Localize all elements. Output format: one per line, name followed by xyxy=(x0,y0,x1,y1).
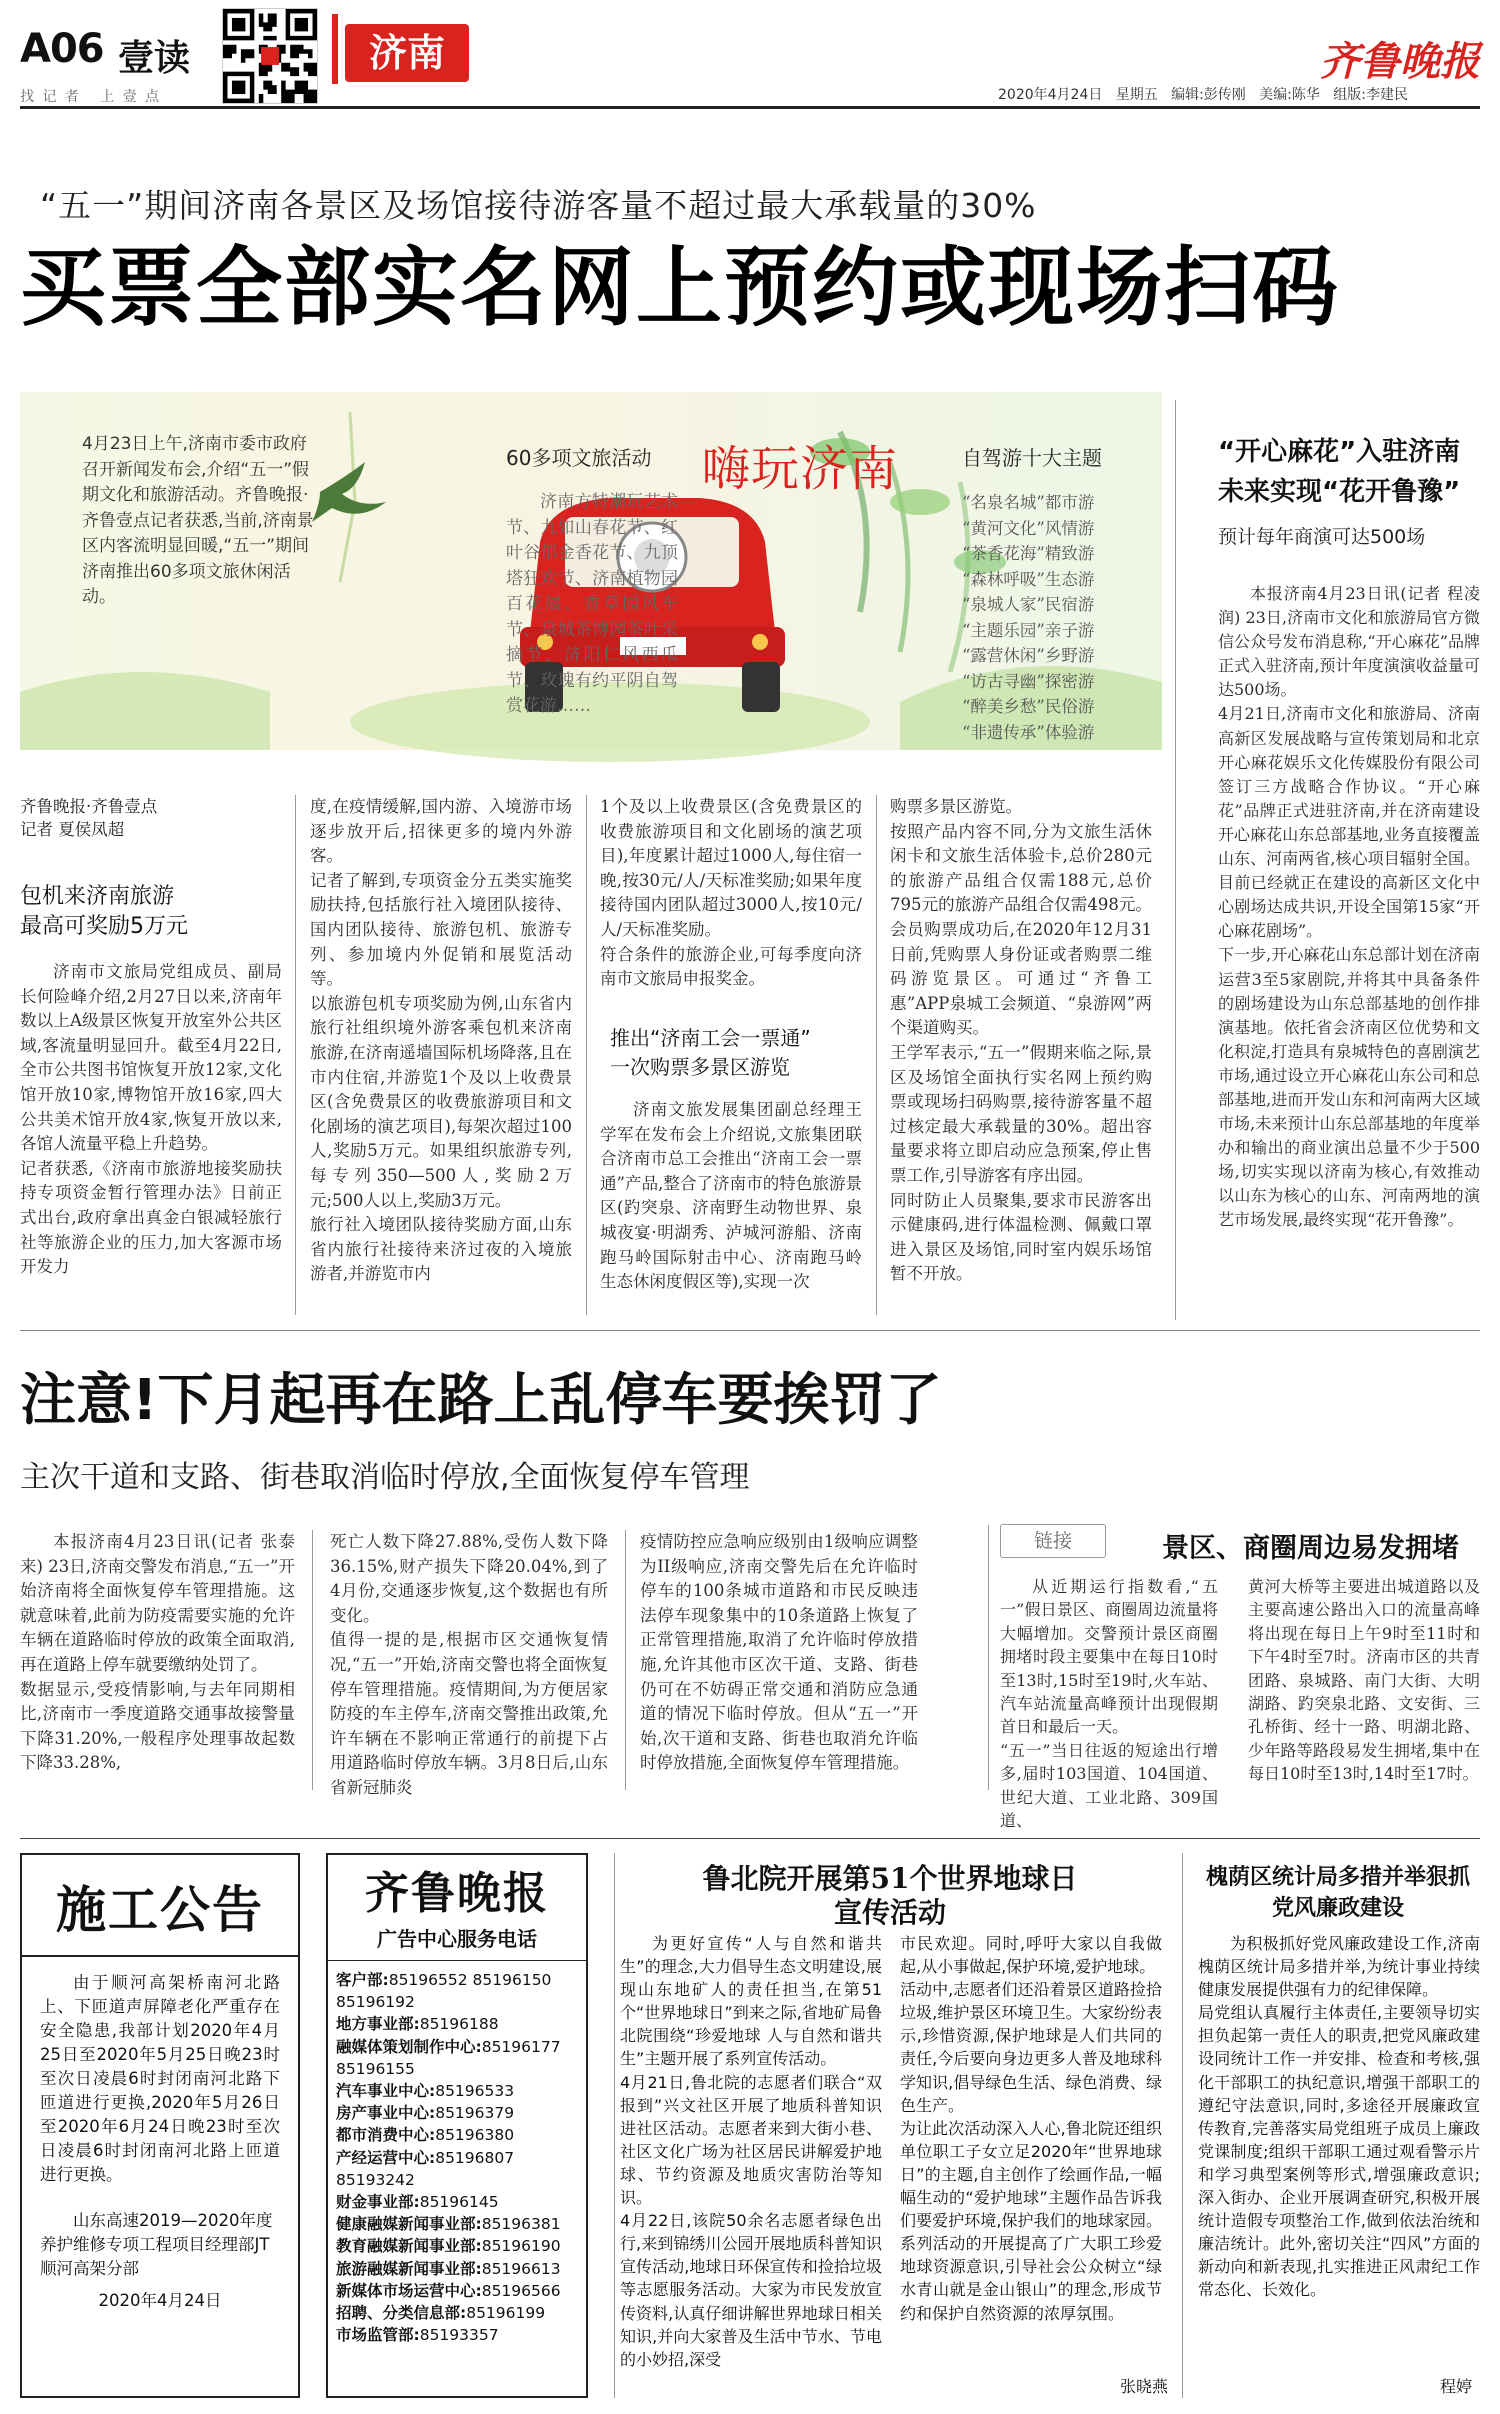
ad-row-phone: 85196381 xyxy=(481,2215,561,2234)
story5-col2: 市民欢迎。同时,呼吁大家以自我做起,从小事做起,保护环境,爱护地球。 活动中,志愿者们还沿着景区道路捡拾垃圾,维护景区环境卫生。大家纷纷表示,珍惜资源,保护地球是人们共同的责任,今后要向身边更多人普及地球科学知识,倡导绿色生活、绿色消费、绿色生产。 为让此次活动深入人心,鲁北院还组织单位职工子女立足2020年“世界地球日”的主题,自主创作了绘画作品,一幅幅生动的“爱护地球”主题作品告诉我们要爱护环境,保护我们的地球家园。系列活动的开展提高了广大职工珍爱地球资源意识,引导社会公众树立“绿水青山就是金山银山”的理念,形成节约和保护自然资源的浓厚氛围。 xyxy=(900,1934,1162,2323)
ad-row-phone: 85196190 xyxy=(481,2237,561,2256)
ad-row-phone: 85196199 xyxy=(466,2304,546,2323)
ad-row-phone: 85196379 xyxy=(435,2104,515,2123)
ad-row xyxy=(336,2036,578,2080)
byline-outlet: 齐鲁晚报·齐鲁壹点 xyxy=(20,797,158,816)
col-divider xyxy=(988,1525,989,1790)
link-tag xyxy=(1000,1524,1106,1558)
ad-row-label: 市场监管部: xyxy=(336,2326,420,2345)
ad-list xyxy=(336,1969,578,2346)
story3-headline: 注意!下月起再在路上乱停车要挨罚了 xyxy=(20,1368,942,1433)
banner-col1-text: 济南方特潮玩艺术节、九如山春花节、红叶谷郁金香花节、九顶塔狂欢节、济南植物园百花展、香草园风车节、泉城茶博园茶叶采摘节、济阳仁风西瓜节、玫瑰有约平阴自驾赏花游…… xyxy=(506,492,678,716)
story1-col1: 济南市文旅局党组成员、副局长何险峰介绍,2月27日以来,济南年数以上A级景区恢复开放室外公共区域,客流量明显回升。截至4月22日,全市公共图书馆恢复开放12家,文化馆开放10家,博物馆开放16家,四大公共美术馆开放4家,恢复开放以来,各馆人流量平稳上升趋势。 记者获悉,《济南市旅游地接奖励扶持专项资金暂行管理办法》日前正式出台,政府拿出真金白银减轻旅行社等旅游企业的压力,加大客源市场开发力 xyxy=(20,962,282,1277)
masthead-rule xyxy=(20,106,1480,109)
ad-row-label: 新媒体市场运营中心: xyxy=(336,2281,482,2300)
theme-item: “泉城人家”民宿游 xyxy=(962,595,1095,614)
story5-author: 张晓燕 xyxy=(1120,2377,1169,2396)
ad-row-label: 财金事业部: xyxy=(336,2193,420,2212)
issue-date: 2020年4月24日 xyxy=(998,87,1103,103)
ad-row-label: 产经运营中心: xyxy=(336,2148,436,2167)
ad-row-label: 都市消费中心: xyxy=(336,2126,436,2145)
theme-item: “醉美乡愁”民俗游 xyxy=(962,697,1095,716)
notice-body: 由于顺河高架桥南河北路上、下匝道声屏障老化严重存在安全隐患,我部计划2020年4月25日至2020年5月25日晚23时至次日凌晨6时封闭南河北路下匝道进行更换,2020年5月26日至2020年6月24日晚23时至次日凌晨6时封闭南河北路上匝道进行更换。 xyxy=(40,1973,280,2184)
ad-row-phone: 85196533 xyxy=(435,2082,515,2101)
ad-row xyxy=(336,2147,578,2191)
tagline: 找 记 者 上 壹 点 xyxy=(20,89,162,105)
story6-body: 为积极抓好党风廉政建设工作,济南槐荫区统计局多措并举,为统计事业持续健康发展提供强有力的纪律保障。 局党组认真履行主体责任,主要领导切实担负起第一责任人的职责,把党风廉政建设同统计工作一并安排、检查和考核,强化干部职工的执纪意识,增强干部职工的遵纪守法意识,同时,多途径开展廉政宣传教育,完善落实局党组班子成员上廉政党课制度;组织干部职工通过观看警示片和学习典型案例等形式,增强廉政意识;深入街办、企业开展调查研究,积极开展统计造假专项整治工作,做到依法治统和廉洁统计。此外,密切关注“四风”方面的新动向和新表现,扎实推进正风肃纪工作常态化、长效化。 xyxy=(1198,1934,1480,2300)
theme-item: “主题乐园”亲子游 xyxy=(962,620,1095,640)
link-tag-label: 链接 xyxy=(1033,1530,1072,1552)
story1-byline xyxy=(20,795,290,841)
story1-col3b: 济南文旅发展集团副总经理王学军在发布会上介绍说,文旅集团联合济南市总工会推出“济南工会一票通”产品,整合了济南市的特色旅游景区(趵突泉、济南野生动物世界、泉城夜宴·明湖秀、泸城河游船、济南跑马岭国际射击中心、济南跑马岭生态休闲度假区等),实现一次 xyxy=(600,1100,862,1292)
col-divider xyxy=(625,1530,626,1790)
ad-row xyxy=(336,2324,578,2346)
story4-headline: 景区、商圈周边易发拥堵 xyxy=(1162,1533,1459,1564)
ad-row xyxy=(336,2191,578,2213)
banner-col1-title: 60多项文旅活动 xyxy=(506,446,652,470)
ad-row-phone: 85196188 xyxy=(419,2015,499,2034)
story1-col4: 购票多景区游览。 按照产品内容不同,分为文旅生活休闲卡和文旅生活体验卡,总价280元的旅游产品组合仅需188元,总价795元的旅游产品组合仅需498元。会员购票成功后,在2020年12月31日前,凭购票人身份证或者购票二维码游览景区。可通过“齐鲁工惠”APP泉城工会频道、“泉游网”两个渠道购买。 王学军表示,“五一”假期来临之际,景区及场馆全面执行实名网上预约购票或现场扫码购票,接待游客量不超过核定最大承载量的30%。超出容量要求将立即启动应急预案,停止售票工作,引导游客有序出园。 同时防止人员聚集,要求市民游客出示健康码,进行体温检测、佩戴口罩进入景区及场馆,同时室内娱乐场馆暂不开放。 xyxy=(890,797,1152,1284)
ad-row-label: 地方事业部: xyxy=(336,2015,420,2034)
story1-headline: 买票全部实名网上预约或现场扫码 xyxy=(20,238,1340,338)
col-divider xyxy=(876,795,877,1315)
ad-row-phone: 85196177 85196155 xyxy=(336,2037,561,2078)
ad-row xyxy=(336,2302,578,2324)
ad-row-label: 招聘、分类信息部: xyxy=(336,2304,467,2323)
theme-item: “露营休闲”乡野游 xyxy=(962,646,1095,665)
ad-row xyxy=(336,2258,578,2280)
designer: 美编:陈华 xyxy=(1259,87,1320,103)
ad-row xyxy=(336,2213,578,2235)
story2-body: 本报济南4月23日讯(记者 程凌润) 23日,济南市文化和旅游局官方微信公众号发布消息称,“开心麻花”品牌正式入驻济南,预计年度演演收益量可达500场。 4月21日,济南市文化和旅游局、济南高新区发展战略与宣传策划局和北京开心麻花娱乐文化传媒股份有限公司签订三方战略合作协议。“开心麻花”品牌正式进驻济南,并在济南建设开心麻花山东总部基地,业务直接覆盖山东、河南两省,核心项目辐射全国。目前已经就正在建设的高新区文化中心剧场达成共识,开设全国第15家“开心麻花剧场”。 下一步,开心麻花山东总部计划在济南运营3至5家剧院,并将其中具备条件的剧场建设为山东总部基地的创作排演基地。依托省会济南区位优势和文化积淀,打造具有泉城特色的喜剧演艺市场,通过设立开心麻花山东公司和总部基地,进而开发山东和河南两大区域市场,未来预计山东总部基地的年度举办和输出的商业演出总量不少于500场,切实实现以济南为核心,有效推动以山东为核心的山东、河南两地的演艺市场发展,最终实现“花开鲁豫”。 xyxy=(1218,584,1480,1230)
ad-row-phone: 85196566 xyxy=(481,2281,561,2300)
editor: 编辑:彭传刚 xyxy=(1171,87,1246,103)
notice-title: 施工公告 xyxy=(56,1881,264,1939)
section-accent-bar xyxy=(332,14,338,84)
notice-signer: 山东高速2019—2020年度养护维修专项工程项目经理部JT顺河高架分部 xyxy=(40,2211,273,2278)
section-rule xyxy=(20,1330,1480,1331)
story1-subhead-2: 推出“济南工会一票通” 一次购票多景区游览 xyxy=(610,1026,811,1079)
story2-headline: “开心麻花”入驻济南 未来实现“花开鲁豫” xyxy=(1218,437,1461,507)
masthead-brand: 齐鲁晚报 xyxy=(1320,38,1480,85)
ad-row-label: 房产事业中心: xyxy=(336,2104,436,2123)
ad-row-phone: 85196613 xyxy=(481,2259,561,2278)
ad-row xyxy=(336,2280,578,2302)
ad-row-phone: 85196552 85196150 85196192 xyxy=(336,1971,552,2012)
ad-row xyxy=(336,2080,578,2102)
col-divider xyxy=(1182,1853,1183,2398)
story3-col2: 死亡人数下降27.88%,受伤人数下降36.15%,财产损失下降20.04%,到了4月份,交通逐步恢复,这个数据也有所变化。 值得一提的是,根据市区交通恢复情况,“五一”开始,济南交警也将全面恢复停车管理措施。疫情期间,为方便居家防疫的车主停车,济南交警推出政策,允许车辆在不影响正常通行的前提下占用道路临时停放车辆。3月8日后,山东省新冠肺炎 xyxy=(330,1532,608,1797)
story1-kicker: “五一”期间济南各景区及场馆接待游客量不超过最大承载量的30% xyxy=(40,186,1037,225)
ad-row-label: 汽车事业中心: xyxy=(336,2082,436,2101)
theme-item: “黄河文化”风情游 xyxy=(962,518,1095,538)
story1-banner xyxy=(20,392,1162,750)
masthead-meta xyxy=(998,84,1408,104)
banner-brand: 嗨玩济南 xyxy=(702,441,899,497)
banner-intro: 4月23日上午,济南市委市政府召开新闻发布会,介绍“五一”假期文化和旅游活动。齐鲁晚报·齐鲁壹点记者获悉,当前,济南景区内客流明显回暖,“五一”期间济南推出60多项文旅休闲活动。 xyxy=(82,434,314,607)
ad-row-phone: 85196807 85193242 xyxy=(336,2148,515,2189)
ad-row-phone: 85193357 xyxy=(419,2326,499,2345)
story4-col1: 从近期运行指数看,“五一”假日景区、商圈周边流量将大幅增加。交警预计景区商圈拥堵时段主要集中在每日10时至13时,15时至19时,火车站、汽车站流量高峰预计出现假期首日和最后一天。 “五一”当日往返的短途出行增多,届时103国道、104国道、世纪大道、工业北路、309国道、 xyxy=(1000,1577,1218,1831)
story1-col2: 度,在疫情缓解,国内游、入境游市场逐步放开后,招徕更多的境内外游客。 记者了解到,专项资金分五类实施奖励扶持,包括旅行社入境团队接待、国内团队接待、旅游包机、旅游专列、参加境内外促销和展览活动等。 以旅游包机专项奖励为例,山东省内旅行社组织境外游客乘包机来济南旅游,在济南遥墙国际机场降落,且在市内住宿,并游览1个及以上收费景区(含免费景区的收费旅游项目和文化剧场的演艺项目),每架次超过100人,奖励5万元。如果组织旅游专列,每专列350—500人,奖励2万元;500人以上,奖励3万元。 旅行社入境团队接待奖励方面,山东省内旅行社接待来济过夜的入境旅游者,并游览市内 xyxy=(310,797,572,1284)
qr-code-icon xyxy=(222,8,318,104)
ad-row xyxy=(336,2124,578,2146)
ad-row-label: 教育融媒新闻事业部: xyxy=(336,2237,482,2256)
banner-col2-list xyxy=(962,490,1144,745)
story3-col3: 疫情防控应急响应级别由1级响应调整为II级响应,济南交警先后在允许临时停车的100条城市道路和市民反映违法停车现象集中的10条道路上恢复了正常管理措施,取消了允许临时停放措施,允许其他市区次干道、支路、街巷仍可在不妨碍正常交通和消防应急通道的情况下临时停放。但从“五一”开始,次干道和支路、街巷也取消允许临时停放措施,全面恢复停车管理措施。 xyxy=(640,1532,918,1773)
proofreader: 组版:李建民 xyxy=(1333,87,1408,103)
story4-col2: 黄河大桥等主要进出城道路以及主要高速公路出入口的流量高峰将出现在每日上午9时至11时和下午4时至7时。济南市区的共青团路、泉城路、南门大街、大明湖路、趵突泉北路、文安街、三孔桥街、经十一路、明湖北路、少年路等路段易发生拥堵,集中在每日10时至13时,14时至17时。 xyxy=(1248,1577,1480,1784)
ad-box xyxy=(326,1853,588,2398)
story5-headline: 鲁北院开展第51个世界地球日 宣传活动 xyxy=(702,1862,1078,1929)
city-tag xyxy=(345,24,469,82)
ad-row-phone: 85196145 xyxy=(419,2193,499,2212)
story3-col1: 本报济南4月23日讯(记者 张泰来) 23日,济南交警发布消息,“五一”开始济南将全面恢复停车管理措施。这就意味着,此前为防疫需要实施的允许车辆在道路临时停放的政策全面取消,再在道路上停车就要缴纳处罚了。 数据显示,受疫情影响,与去年同期相比,济南市一季度道路交通事故接警量下降31.20%,一般程序处理事故起数下降33.28%, xyxy=(20,1532,295,1773)
ad-row xyxy=(336,1969,578,2013)
byline-reporter: 记者 夏侯凤超 xyxy=(20,820,125,839)
theme-item: “非遗传承”体验游 xyxy=(962,722,1095,742)
ad-row-label: 旅游融媒新闻事业部: xyxy=(336,2259,482,2278)
ad-row-label: 客户部: xyxy=(336,1971,389,1989)
story1-subhead-1: 包机来济南旅游 最高可奖励5万元 xyxy=(20,884,188,939)
story1-col3a: 1个及以上收费景区(含免费景区的收费旅游项目和文化剧场的演艺项目),年度累计超过1000人,每住宿一晚,按30元/人/天标准奖励;如果年度接待国内团队超过3000人,按10元/人/天标准奖励。 符合条件的旅游企业,可每季度向济南市文旅局申报奖金。 xyxy=(600,797,862,989)
ad-row xyxy=(336,2102,578,2124)
page-number: A06 xyxy=(20,26,104,72)
ad-row-label: 融媒体策划制作中心: xyxy=(336,2037,482,2056)
story2-subhead: 预计每年商演可达500场 xyxy=(1218,526,1426,548)
theme-item: “茶香花海”精致游 xyxy=(962,544,1095,563)
section-rule xyxy=(20,1838,1480,1839)
story5-col1: 为更好宣传“人与自然和谐共生”的理念,大力倡导生态文明建设,展现山东地矿人的责任担当,在第51个“世界地球日”到来之际,省地矿局鲁北院围绕“珍爱地球 人与自然和谐共生”主题开展了系列宣传活动。 4月21日,鲁北院的志愿者们联合“双报到”兴文社区开展了地质科普知识进社区活动。志愿者来到大街小巷、社区文化广场为社区居民讲解爱护地球、节约资源及地质灾害防治等知识。 4月22日,该院50余名志愿者绿色出行,来到锦绣川公园开展地质科普知识宣传活动,地球日环保宣传和捡拾垃圾等志愿服务活动。大家为市民发放宣传资料,认真仔细讲解世界地球日相关知识,并向大家普及生活中节水、节电的小妙招,深受 xyxy=(620,1934,882,2369)
weekday: 星期五 xyxy=(1115,87,1158,103)
bird-icon xyxy=(312,462,386,522)
notice-box xyxy=(20,1853,300,2398)
theme-item: “名泉名城”都市游 xyxy=(962,493,1095,512)
story6-author: 程婷 xyxy=(1440,2377,1473,2396)
theme-item: “森林呼吸”生态游 xyxy=(962,569,1095,589)
ad-row-phone: 85196380 xyxy=(435,2126,515,2145)
theme-item: “访古寻幽”探密游 xyxy=(962,671,1095,691)
notice-date: 2020年4月24日 xyxy=(98,2291,222,2310)
col-divider xyxy=(614,1853,615,2398)
ad-row-label: 健康融媒新闻事业部: xyxy=(336,2215,482,2234)
banner-col2-title: 自驾游十大主题 xyxy=(962,446,1102,470)
col-divider xyxy=(586,795,587,1315)
city-tag-label: 济南 xyxy=(368,31,445,75)
section-name: 壹读 xyxy=(118,37,191,79)
col-divider xyxy=(312,1530,313,1790)
col-divider xyxy=(1175,400,1176,1320)
col-divider xyxy=(295,795,296,1315)
ad-subtitle: 广告中心服务电话 xyxy=(377,1927,537,1951)
story6-headline: 槐荫区统计局多措并举狠抓 党风廉政建设 xyxy=(1205,1865,1470,1921)
ad-row xyxy=(336,2235,578,2257)
ad-title: 齐鲁晚报 xyxy=(365,1868,549,1919)
ad-row xyxy=(336,2013,578,2035)
story3-subhead: 主次干道和支路、街巷取消临时停放,全面恢复停车管理 xyxy=(20,1460,750,1495)
